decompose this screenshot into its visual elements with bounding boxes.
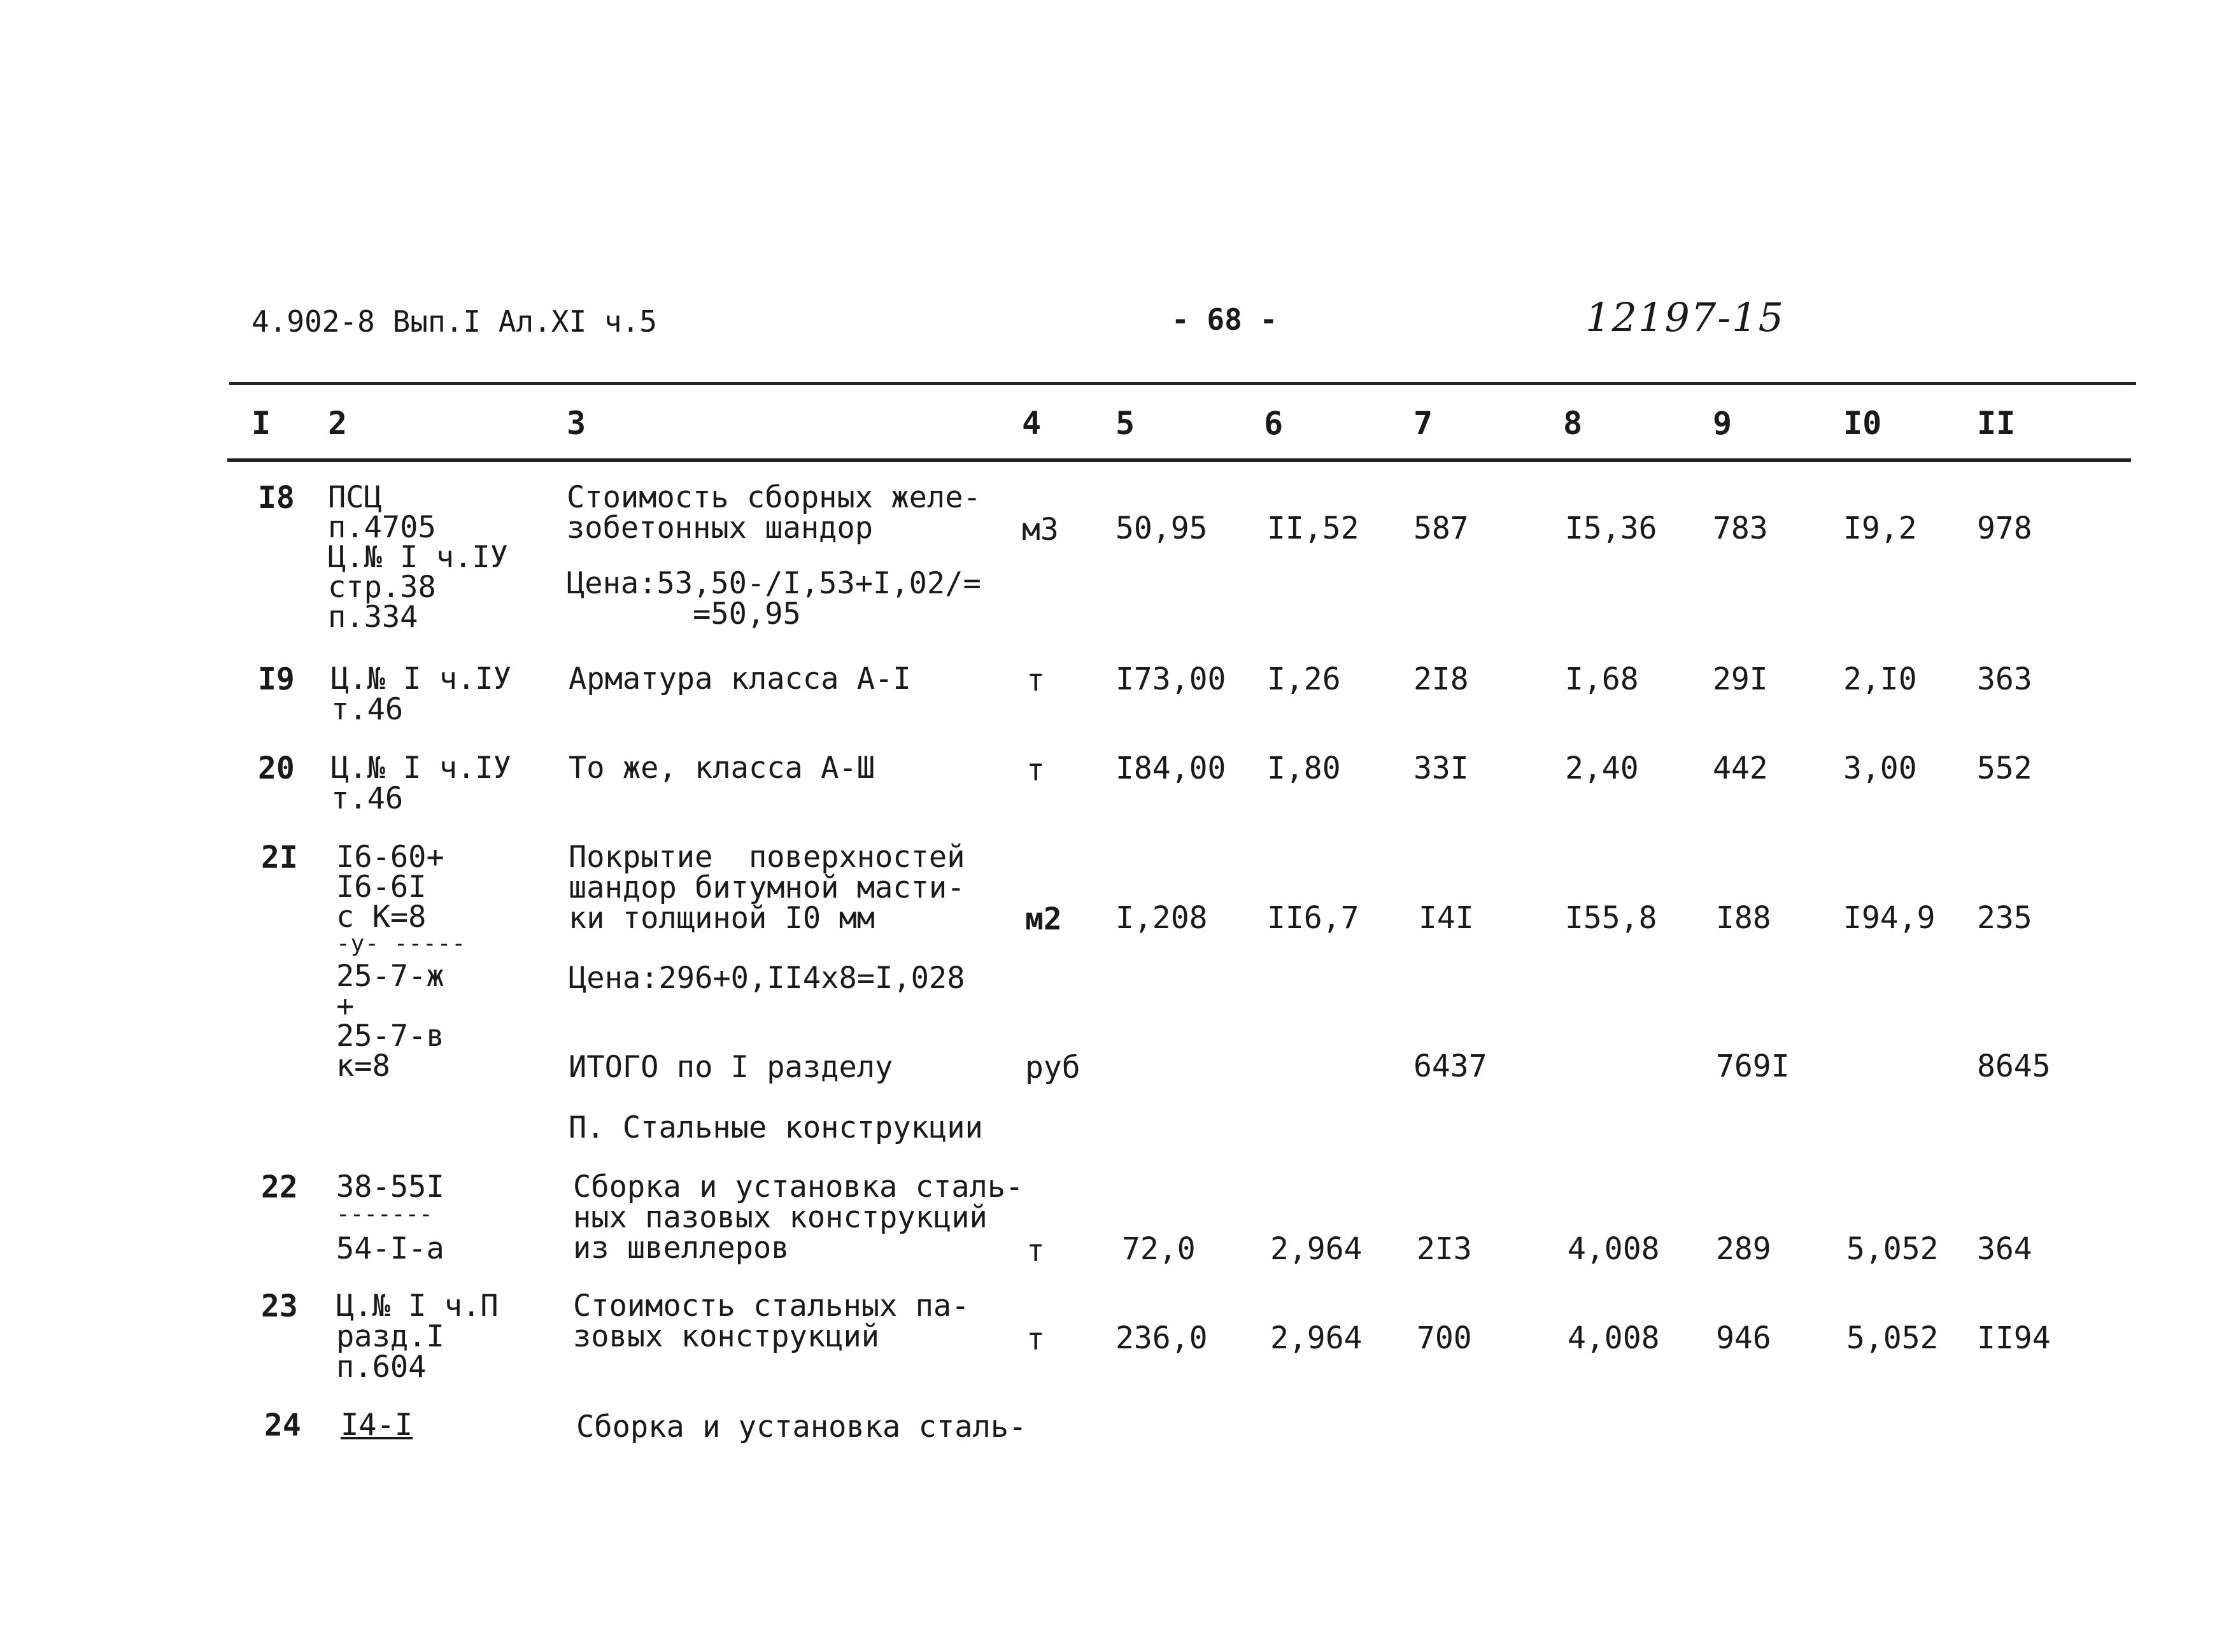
row-col7: 2I3 bbox=[1417, 1231, 1472, 1267]
row-number: 22 bbox=[261, 1169, 298, 1205]
row-col9: 289 bbox=[1716, 1231, 1771, 1267]
row-price-note: Цена:53,50-/I,53+I,02/= =50,95 bbox=[567, 566, 981, 632]
row-col11: 235 bbox=[1977, 900, 2032, 936]
row-reference-denominator: 54-I-а bbox=[336, 1231, 444, 1266]
row-reference-continued: 25-7-ж + 25-7-в к=8 bbox=[336, 959, 444, 1084]
row-col5: 236,0 bbox=[1116, 1320, 1208, 1356]
row-col7: 33I bbox=[1413, 751, 1469, 786]
total-col11: 8645 bbox=[1977, 1048, 2051, 1084]
total-label: ИТОГО по I разделу bbox=[569, 1050, 893, 1085]
row-col7: 587 bbox=[1413, 511, 1469, 546]
row-unit: м2 bbox=[1025, 901, 1062, 937]
col-header-3: 3 bbox=[567, 405, 586, 442]
row-col8: 2,40 bbox=[1565, 751, 1639, 786]
row-reference: I4-I bbox=[341, 1408, 413, 1443]
row-number: 23 bbox=[261, 1288, 298, 1324]
row-col6: 2,964 bbox=[1270, 1231, 1363, 1267]
row-description: Арматура класса А-I bbox=[569, 661, 911, 696]
row-unit: т bbox=[1026, 1233, 1045, 1269]
row-col11: 552 bbox=[1977, 751, 2032, 786]
row-number: 20 bbox=[258, 751, 295, 786]
row-number: 2I bbox=[261, 840, 298, 875]
row-col6: II,52 bbox=[1267, 511, 1359, 546]
row-col11: II94 bbox=[1977, 1320, 2051, 1356]
row-col8: 4,008 bbox=[1568, 1320, 1660, 1356]
col-header-5: 5 bbox=[1116, 405, 1135, 442]
row-number: I9 bbox=[258, 661, 295, 697]
row-price-note: Цена:296+0,II4х8=I,028 bbox=[569, 961, 965, 996]
row-description: Стоимость сборных желе- зобетонных шандор bbox=[567, 480, 981, 546]
row-reference-rule: -у- ----- bbox=[336, 931, 467, 957]
row-col11: 363 bbox=[1977, 661, 2032, 697]
total-col9: 769I bbox=[1716, 1048, 1790, 1084]
row-description: Сборка и установка сталь- ных пазовых конструкций из швеллеров bbox=[573, 1169, 1024, 1266]
row-reference: Ц.№ I ч.П разд.I п.604 bbox=[336, 1288, 499, 1385]
col-header-2: 2 bbox=[328, 405, 348, 442]
row-col6: I,80 bbox=[1267, 751, 1341, 786]
col-header-7: 7 bbox=[1413, 405, 1433, 442]
row-unit: м3 bbox=[1022, 512, 1059, 547]
row-col6: 2,964 bbox=[1270, 1320, 1363, 1356]
row-col9: 29I bbox=[1713, 661, 1768, 697]
document-reference: 4.902-8 Вып.I Ал.XI ч.5 bbox=[251, 304, 657, 339]
row-col9: I88 bbox=[1716, 900, 1771, 936]
row-reference: I6-60+ I6-6I с К=8 bbox=[336, 840, 444, 935]
col-header-6: 6 bbox=[1264, 405, 1284, 442]
row-col10: 5,052 bbox=[1846, 1320, 1939, 1356]
col-header-4: 4 bbox=[1022, 405, 1042, 442]
row-col8: I,68 bbox=[1565, 661, 1639, 697]
row-col8: I5,36 bbox=[1565, 511, 1657, 546]
row-reference-numerator: 38-55I bbox=[336, 1169, 444, 1204]
row-col6: II6,7 bbox=[1267, 900, 1359, 936]
row-unit: т bbox=[1026, 752, 1045, 788]
row-description: То же, класса А-Ш bbox=[569, 751, 875, 786]
row-unit: т bbox=[1026, 1322, 1045, 1357]
row-col5: I84,00 bbox=[1116, 751, 1226, 786]
section-title: П. Стальные конструкции bbox=[569, 1110, 983, 1145]
row-col5: 72,0 bbox=[1122, 1231, 1196, 1267]
row-col7: I4I bbox=[1419, 900, 1474, 936]
row-col10: 5,052 bbox=[1846, 1231, 1939, 1267]
row-col5: 50,95 bbox=[1116, 511, 1208, 546]
total-col7: 6437 bbox=[1413, 1048, 1487, 1084]
row-col8: I55,8 bbox=[1565, 900, 1657, 936]
col-header-11: II bbox=[1977, 405, 2016, 442]
row-col9: 442 bbox=[1713, 751, 1768, 786]
row-col10: 2,I0 bbox=[1843, 661, 1917, 697]
row-col5: I,208 bbox=[1116, 900, 1208, 936]
handwritten-number: 12197-15 bbox=[1585, 294, 1785, 341]
row-reference-rule: ------- bbox=[336, 1201, 433, 1227]
row-number: 24 bbox=[264, 1408, 301, 1443]
row-col6: I,26 bbox=[1267, 661, 1341, 697]
row-col7: 2I8 bbox=[1413, 661, 1469, 697]
row-col10: I94,9 bbox=[1843, 900, 1936, 936]
col-header-9: 9 bbox=[1713, 405, 1732, 442]
col-header-10: I0 bbox=[1843, 405, 1882, 442]
row-col11: 364 bbox=[1977, 1231, 2032, 1267]
row-reference: Ц.№ I ч.IУ т.46 bbox=[331, 661, 511, 727]
page-number: - 68 - bbox=[1172, 302, 1278, 337]
row-col10: 3,00 bbox=[1843, 751, 1917, 786]
table-header-bottom-rule bbox=[227, 458, 2131, 462]
col-header-1: I bbox=[251, 405, 271, 442]
total-unit: руб bbox=[1025, 1050, 1080, 1085]
row-number: I8 bbox=[258, 480, 295, 516]
col-header-8: 8 bbox=[1563, 405, 1583, 442]
row-description: Покрытие поверхностей шандор битумной масти- ки толщиной I0 мм bbox=[569, 840, 965, 936]
row-reference: ПСЦ п.4705 Ц.№ I ч.IУ стр.38 п.334 bbox=[328, 480, 508, 635]
row-col11: 978 bbox=[1977, 511, 2032, 546]
row-col5: I73,00 bbox=[1116, 661, 1226, 697]
row-col8: 4,008 bbox=[1568, 1231, 1660, 1267]
row-unit: т bbox=[1026, 663, 1045, 698]
row-col7: 700 bbox=[1417, 1320, 1472, 1356]
row-col9: 783 bbox=[1713, 511, 1768, 546]
row-col10: I9,2 bbox=[1843, 511, 1917, 546]
row-description: Стоимость стальных па- зовых конструкций bbox=[573, 1288, 970, 1354]
row-reference: Ц.№ I ч.IУ т.46 bbox=[331, 751, 511, 816]
row-col9: 946 bbox=[1716, 1320, 1771, 1356]
row-description: Сборка и установка сталь- bbox=[576, 1409, 1027, 1444]
table-top-rule bbox=[229, 382, 2136, 385]
